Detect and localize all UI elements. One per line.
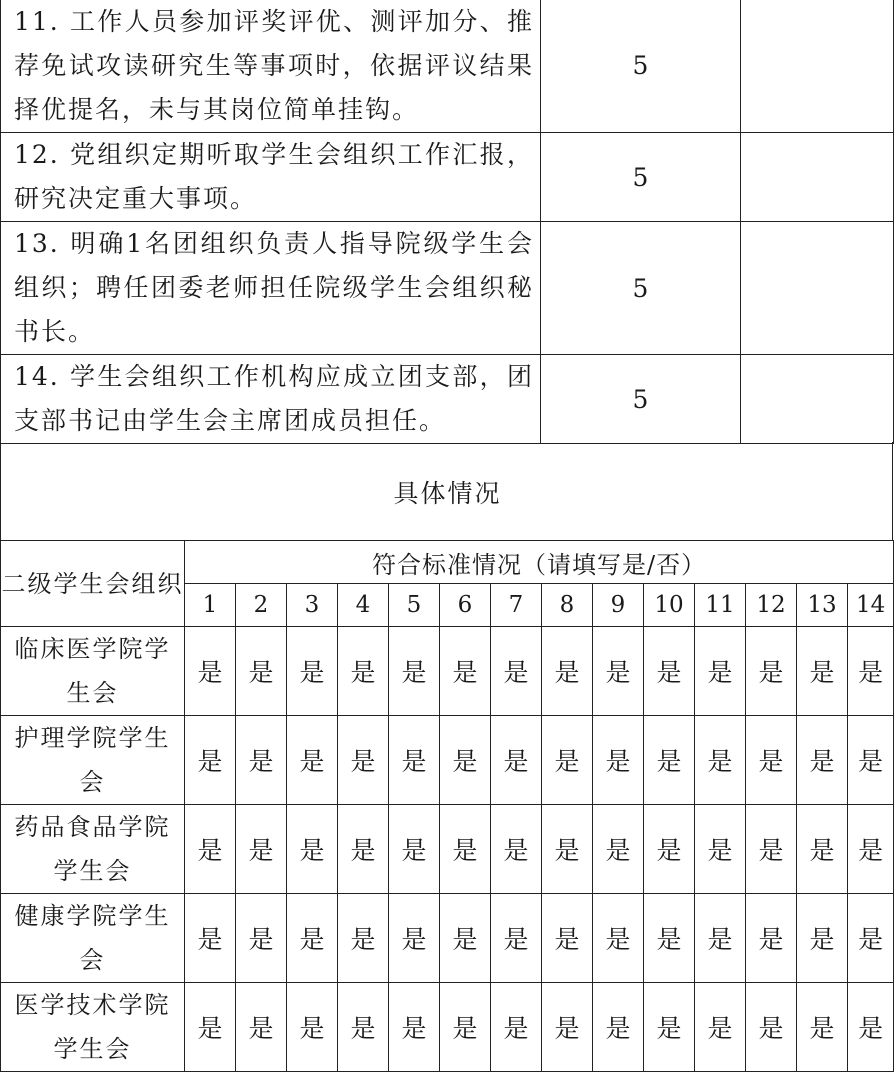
org-name: 临床医学院学生会 [1,627,185,716]
compliance-cell: 是 [695,716,746,805]
compliance-cell: 是 [185,716,236,805]
criteria-number-header: 9 [593,584,644,627]
compliance-cell: 是 [389,805,440,894]
compliance-cell: 是 [389,716,440,805]
compliance-cell: 是 [440,983,491,1072]
compliance-cell: 是 [746,983,797,1072]
compliance-header-row [1,541,894,584]
compliance-cell: 是 [338,627,389,716]
criteria-text: 14. 学生会组织工作机构应成立团支部，团支部书记由学生会主席团成员担任。 [1,355,541,444]
criteria-row [1,222,894,355]
criteria-score: 5 [541,133,741,222]
compliance-cell: 是 [593,627,644,716]
compliance-cell: 是 [848,805,894,894]
compliance-cell: 是 [593,983,644,1072]
table-row [1,627,894,716]
compliance-cell: 是 [338,716,389,805]
compliance-cell: 是 [797,805,848,894]
compliance-cell: 是 [236,894,287,983]
criteria-row [1,0,894,133]
criteria-blank-cell [741,355,894,444]
compliance-cell: 是 [389,894,440,983]
compliance-cell: 是 [491,627,542,716]
compliance-cell: 是 [593,716,644,805]
criteria-blank-cell [741,222,894,355]
compliance-cell: 是 [440,805,491,894]
org-name: 药品食品学院学生会 [1,805,185,894]
org-name: 健康学院学生会 [1,894,185,983]
table-row [1,805,894,894]
compliance-cell: 是 [542,716,593,805]
compliance-cell: 是 [491,983,542,1072]
table-row [1,716,894,805]
compliance-cell: 是 [185,627,236,716]
compliance-cell: 是 [542,805,593,894]
compliance-cell: 是 [644,894,695,983]
compliance-cell: 是 [746,716,797,805]
compliance-cell: 是 [287,983,338,1072]
compliance-cell: 是 [287,716,338,805]
compliance-cell: 是 [848,983,894,1072]
compliance-cell: 是 [338,894,389,983]
compliance-cell: 是 [593,894,644,983]
compliance-cell: 是 [644,627,695,716]
compliance-cell: 是 [338,983,389,1072]
criteria-score: 5 [541,222,741,355]
compliance-cell: 是 [746,894,797,983]
criteria-number-header: 5 [389,584,440,627]
criteria-number-header: 7 [491,584,542,627]
compliance-cell: 是 [287,805,338,894]
compliance-cell: 是 [338,805,389,894]
criteria-number-header: 3 [287,584,338,627]
compliance-cell: 是 [848,716,894,805]
compliance-cell: 是 [185,805,236,894]
compliance-cell: 是 [491,716,542,805]
compliance-cell: 是 [644,983,695,1072]
compliance-cell: 是 [797,983,848,1072]
criteria-number-header: 2 [236,584,287,627]
compliance-cell: 是 [185,894,236,983]
org-name: 医学技术学院学生会 [1,983,185,1072]
table-row [1,894,894,983]
compliance-cell: 是 [644,716,695,805]
compliance-cell: 是 [236,627,287,716]
table-row [1,983,894,1072]
criteria-table [0,0,894,444]
compliance-cell: 是 [389,983,440,1072]
compliance-body [1,627,894,1072]
criteria-number-header: 4 [338,584,389,627]
criteria-text: 11. 工作人员参加评奖评优、测评加分、推荐免试攻读研究生等事项时，依据评议结果择优提名，未与其岗位简单挂钩。 [1,0,541,133]
compliance-table [0,540,894,1072]
compliance-cell: 是 [389,627,440,716]
compliance-cell: 是 [491,805,542,894]
criteria-row [1,133,894,222]
compliance-cell: 是 [236,805,287,894]
compliance-cell: 是 [797,894,848,983]
compliance-cell: 是 [695,894,746,983]
criteria-number-header: 14 [848,584,894,627]
compliance-cell: 是 [848,894,894,983]
compliance-cell: 是 [797,716,848,805]
compliance-group-header: 符合标准情况（请填写是/否） [185,541,894,584]
compliance-cell: 是 [695,627,746,716]
section-title: 具体情况 [393,479,502,508]
criteria-row [1,355,894,444]
criteria-blank-cell [741,0,894,133]
compliance-cell: 是 [746,805,797,894]
compliance-cell: 是 [491,894,542,983]
compliance-cell: 是 [797,627,848,716]
compliance-cell: 是 [644,805,695,894]
criteria-score: 5 [541,355,741,444]
compliance-cell: 是 [440,627,491,716]
criteria-number-header: 6 [440,584,491,627]
criteria-number-header: 13 [797,584,848,627]
compliance-cell: 是 [287,627,338,716]
criteria-number-header: 10 [644,584,695,627]
criteria-number-header: 12 [746,584,797,627]
compliance-cell: 是 [542,627,593,716]
compliance-cell: 是 [746,627,797,716]
compliance-cell: 是 [848,627,894,716]
criteria-blank-cell [741,133,894,222]
org-column-header: 二级学生会组织 [1,541,185,627]
criteria-text: 13. 明确1名团组织负责人指导院级学生会组织；聘任团委老师担任院级学生会组织秘书长。 [1,222,541,355]
compliance-cell: 是 [236,983,287,1072]
criteria-number-header: 1 [185,584,236,627]
compliance-cell: 是 [440,894,491,983]
compliance-cell: 是 [236,716,287,805]
criteria-number-header: 11 [695,584,746,627]
compliance-cell: 是 [695,983,746,1072]
compliance-cell: 是 [593,805,644,894]
compliance-cell: 是 [695,805,746,894]
compliance-cell: 是 [542,983,593,1072]
criteria-score: 5 [541,0,741,133]
compliance-cell: 是 [287,894,338,983]
org-name: 护理学院学生会 [1,716,185,805]
criteria-text: 12. 党组织定期听取学生会组织工作汇报，研究决定重大事项。 [1,133,541,222]
criteria-number-header: 8 [542,584,593,627]
compliance-cell: 是 [542,894,593,983]
compliance-cell: 是 [185,983,236,1072]
compliance-cell: 是 [440,716,491,805]
